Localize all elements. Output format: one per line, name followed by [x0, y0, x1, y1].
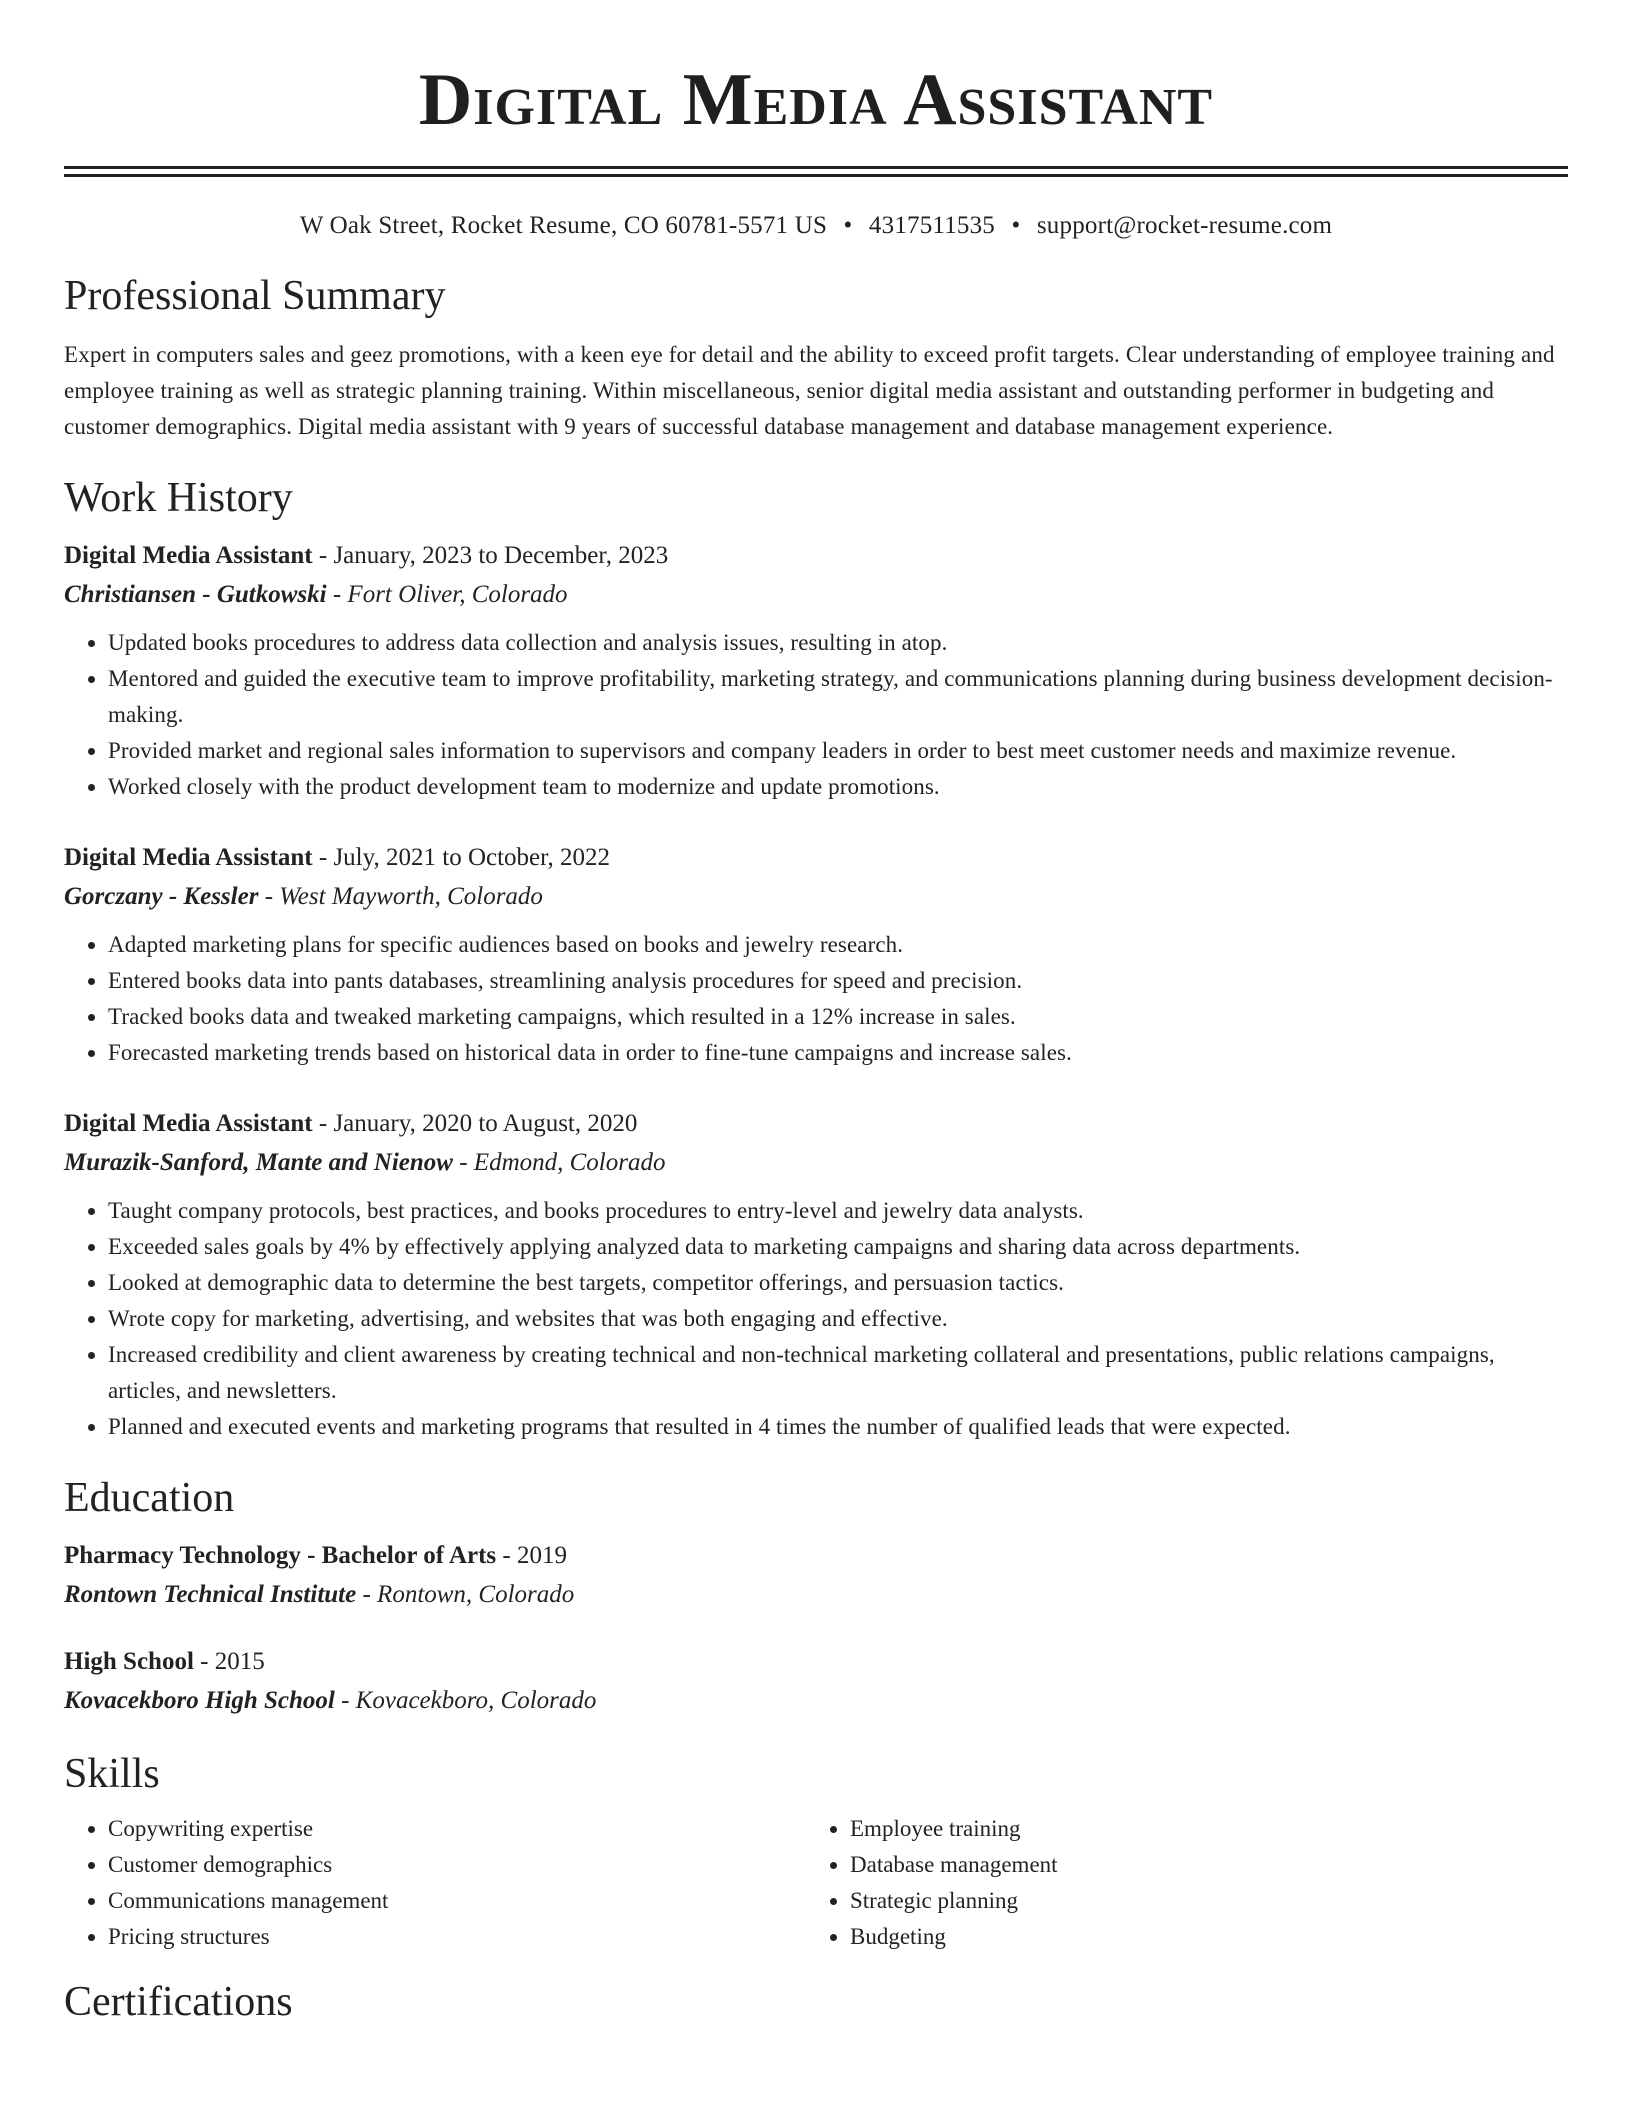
contact-line [64, 211, 1568, 241]
job-title: Digital Media Assistant [64, 844, 313, 871]
job-company: Murazik-Sanford, Mante and Nienow [64, 1149, 453, 1176]
resume-title: Digital Media Assistant [418, 59, 1214, 141]
education-school: Rontown Technical Institute [64, 1581, 357, 1608]
education-location: - Kovacekboro, Colorado [334, 1687, 597, 1714]
job-title-line [64, 839, 1568, 877]
job-location: - West Mayworth, Colorado [258, 883, 543, 910]
job-bullets [64, 1193, 1568, 1445]
job-bullet: • Worked closely with the product development team to modernize and update promotions. [108, 769, 1568, 805]
education-school: Kovacekboro High School [64, 1687, 335, 1714]
work-history-heading: Work History [64, 475, 293, 521]
skill-item: • Budgeting [850, 1919, 1548, 1955]
contact-phone: 4317511535 [868, 212, 995, 239]
job-entry [64, 537, 1568, 805]
work-history-section [64, 473, 1568, 1445]
job-bullet: • Planned and executed events and marketing programs that resulted in 4 times the number of qualified leads that were expected. [108, 1409, 1568, 1445]
job-bullet: • Tracked books data and tweaked marketing campaigns, which resulted in a 12% increase in sales. [108, 999, 1568, 1035]
title-double-rule [64, 166, 1568, 177]
skill-item: • Strategic planning [850, 1883, 1548, 1919]
education-degree-line [64, 1643, 1568, 1681]
job-bullet: • Adapted marketing plans for specific audiences based on books and jewelry research. [108, 927, 1568, 963]
skills-heading: Skills [64, 1751, 160, 1797]
contact-email: support@rocket-resume.com [1036, 212, 1333, 239]
contact-separator: • [1011, 212, 1021, 239]
job-title: Digital Media Assistant [64, 542, 313, 569]
contact-address: W Oak Street, Rocket Resume, CO 60781-5571 US [299, 212, 828, 239]
skill-item: • Database management [850, 1847, 1548, 1883]
job-dates: - July, 2021 to October, 2022 [312, 844, 610, 871]
education-entry [64, 1643, 1568, 1721]
job-bullets [64, 625, 1568, 805]
skill-item: • Pricing structures [108, 1919, 806, 1955]
job-bullet: • Exceeded sales goals by 4% by effectively applying analyzed data to marketing campaigns and sharing data across departments. [108, 1229, 1568, 1265]
skills-section [64, 1749, 1568, 1955]
job-bullet: • Taught company protocols, best practices, and books procedures to entry-level and jewelry data analysts. [108, 1193, 1568, 1229]
job-bullet: • Entered books data into pants databases, streamlining analysis procedures for speed and precision. [108, 963, 1568, 999]
job-company: Christiansen - Gutkowski [64, 581, 327, 608]
skills-column-left [64, 1811, 806, 1955]
job-entry [64, 839, 1568, 1071]
job-company: Gorczany - Kessler [64, 883, 259, 910]
job-title-line [64, 1105, 1568, 1143]
job-bullet: • Looked at demographic data to determine the best targets, competitor offerings, and persuasion tactics. [108, 1265, 1568, 1301]
education-section [64, 1473, 1568, 1721]
education-school-line [64, 1575, 1568, 1615]
education-year: - 2015 [193, 1648, 265, 1675]
job-bullet: • Forecasted marketing trends based on historical data in order to fine-tune campaigns and increase sales. [108, 1035, 1568, 1071]
skills-columns [64, 1811, 1568, 1955]
education-degree: Pharmacy Technology - Bachelor of Arts [64, 1542, 497, 1569]
certifications-heading: Certifications [64, 1979, 293, 2025]
skill-item: • Customer demographics [108, 1847, 806, 1883]
education-location: - Rontown, Colorado [356, 1581, 575, 1608]
job-title: Digital Media Assistant [64, 1110, 313, 1137]
education-year: - 2019 [496, 1542, 567, 1569]
education-school-line [64, 1681, 1568, 1721]
job-bullet: • Increased credibility and client awareness by creating technical and non-technical marketing collateral and presentations, public relations campaigns, articles, and newsletters. [108, 1337, 1568, 1409]
education-degree: High School [64, 1648, 194, 1675]
skills-column-right [806, 1811, 1548, 1955]
contact-separator: • [843, 212, 853, 239]
summary-heading: Professional Summary [64, 273, 446, 319]
job-location: - Fort Oliver, Colorado [326, 581, 568, 608]
job-title-line [64, 537, 1568, 575]
job-dates: - January, 2020 to August, 2020 [312, 1110, 638, 1137]
job-bullet: • Provided market and regional sales information to supervisors and company leaders in order to best meet customer needs and maximize revenue. [108, 733, 1568, 769]
education-heading: Education [64, 1475, 235, 1521]
job-company-line [64, 1143, 1568, 1183]
skill-item: • Copywriting expertise [108, 1811, 806, 1847]
job-location: - Edmond, Colorado [452, 1149, 666, 1176]
skill-item: • Employee training [850, 1811, 1548, 1847]
education-degree-line [64, 1537, 1568, 1575]
job-entry [64, 1105, 1568, 1445]
job-bullet: • Wrote copy for marketing, advertising, and websites that was both engaging and effective. [108, 1301, 1568, 1337]
job-bullet: • Mentored and guided the executive team to improve profitability, marketing strategy, and communications planning during business development decision-making. [108, 661, 1568, 733]
job-company-line [64, 877, 1568, 917]
summary-text: Expert in computers sales and geez promotions, with a keen eye for detail and the ability to exceed profit targets. Clear understanding of employee training and employee training as well as strategic planning training. Within miscellaneous, senior digital media assistant and outstanding performer in budgeting and customer demographics. Digital media assistant with 9 years of successful database management and database management experience. [64, 342, 1555, 439]
education-entry [64, 1537, 1568, 1615]
job-dates: - January, 2023 to December, 2023 [312, 542, 669, 569]
skill-item: • Communications management [108, 1883, 806, 1919]
job-bullet: • Updated books procedures to address data collection and analysis issues, resulting in atop. [108, 625, 1568, 661]
job-company-line [64, 575, 1568, 615]
job-bullets [64, 927, 1568, 1071]
